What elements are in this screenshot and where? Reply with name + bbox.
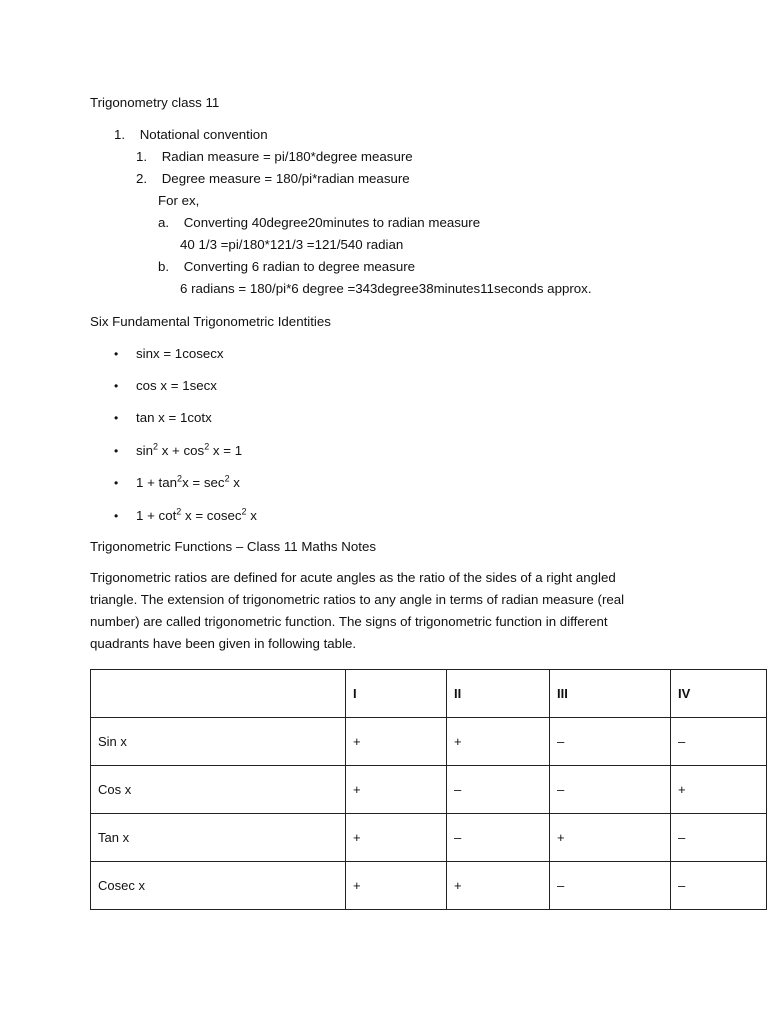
list-text: Notational convention bbox=[139, 127, 268, 142]
text-part: 1 + tan bbox=[136, 475, 178, 490]
functions-heading: Trigonometric Functions – Class 11 Maths Notes bbox=[90, 539, 376, 554]
superscript: 2 bbox=[241, 506, 247, 517]
superscript: 2 bbox=[224, 473, 230, 484]
identity-2: cos x = 1secx bbox=[136, 378, 217, 393]
functions-paragraph: Trigonometric ratios are defined for acute angles as the ratio of the sides of a right angled triangle. The extension of trigonometric ratios to any angle in terms of radian measure (real number) are called trigonometric function. The signs of trigonometric function in different quadrants have been given in following table. bbox=[90, 570, 625, 651]
signs-table bbox=[90, 669, 767, 910]
table-header-cell bbox=[91, 670, 346, 718]
table-cell: – bbox=[447, 766, 550, 814]
table-header-cell: I bbox=[346, 670, 447, 718]
table-cell: – bbox=[550, 862, 671, 910]
for-example-label: For ex, bbox=[158, 193, 200, 208]
table-cell: + bbox=[447, 718, 550, 766]
identity-5 bbox=[136, 472, 240, 494]
list-number: 1. bbox=[114, 127, 126, 142]
text-part: x bbox=[229, 475, 240, 490]
table-header-row bbox=[91, 670, 767, 718]
bullet-icon: • bbox=[114, 347, 119, 361]
list-text: Converting 6 radian to degree measure bbox=[183, 259, 416, 274]
sub-item-a bbox=[158, 212, 480, 234]
bullet-icon: • bbox=[114, 476, 119, 490]
bullet-icon: • bbox=[114, 411, 119, 425]
list-letter: a. bbox=[158, 215, 170, 230]
text-part: x bbox=[246, 508, 257, 523]
bullet-icon: • bbox=[114, 444, 119, 458]
identity-1: sinx = 1cosecx bbox=[136, 346, 224, 361]
sub-item-a-calculation: 40 1/3 =pi/180*121/3 =121/540 radian bbox=[180, 237, 404, 252]
text-part: x = cosec bbox=[181, 508, 242, 523]
table-row bbox=[91, 718, 767, 766]
list-text: Radian measure = pi/180*degree measure bbox=[161, 149, 413, 164]
table-cell: Tan x bbox=[91, 814, 346, 862]
text-part: sin bbox=[136, 443, 153, 458]
list-letter: b. bbox=[158, 259, 170, 274]
list-text: Degree measure = 180/pi*radian measure bbox=[161, 171, 410, 186]
table-row bbox=[91, 862, 767, 910]
list-number: 2. bbox=[136, 171, 148, 186]
section-1-heading bbox=[114, 124, 268, 146]
table-header-cell: IV bbox=[671, 670, 767, 718]
table-cell: – bbox=[671, 814, 767, 862]
sub-item-b-calculation: 6 radians = 180/pi*6 degree =343degree38minutes11seconds approx. bbox=[180, 281, 592, 296]
bullet-icon: • bbox=[114, 509, 119, 523]
table-cell: – bbox=[550, 766, 671, 814]
table-cell: Cos x bbox=[91, 766, 346, 814]
table-row bbox=[91, 814, 767, 862]
table-cell: + bbox=[346, 862, 447, 910]
table-cell: + bbox=[447, 862, 550, 910]
text-part: x = sec bbox=[182, 475, 225, 490]
table-header-cell: III bbox=[550, 670, 671, 718]
table-cell: – bbox=[671, 718, 767, 766]
identity-3: tan x = 1cotx bbox=[136, 410, 212, 425]
sub-item-b bbox=[158, 256, 415, 278]
bullet-icon: • bbox=[114, 379, 119, 393]
table-header-cell: II bbox=[447, 670, 550, 718]
table-row bbox=[91, 766, 767, 814]
table-cell: – bbox=[671, 862, 767, 910]
table-cell: + bbox=[346, 718, 447, 766]
table-cell: + bbox=[346, 766, 447, 814]
section-1-item-1 bbox=[136, 146, 413, 168]
table-cell: – bbox=[550, 718, 671, 766]
table-cell: + bbox=[671, 766, 767, 814]
doc-title: Trigonometry class 11 bbox=[90, 95, 220, 110]
table-cell: – bbox=[447, 814, 550, 862]
superscript: 2 bbox=[177, 473, 183, 484]
table-cell: + bbox=[550, 814, 671, 862]
text-part: x = 1 bbox=[209, 443, 243, 458]
identity-6 bbox=[136, 505, 257, 527]
table-cell: + bbox=[346, 814, 447, 862]
table-cell: Cosec x bbox=[91, 862, 346, 910]
text-part: 1 + cot bbox=[136, 508, 177, 523]
list-number: 1. bbox=[136, 149, 148, 164]
list-text: Converting 40degree20minutes to radian measure bbox=[183, 215, 481, 230]
text-part: x + cos bbox=[158, 443, 205, 458]
identity-4 bbox=[136, 440, 242, 462]
section-1-item-2 bbox=[136, 168, 410, 190]
superscript: 2 bbox=[176, 506, 182, 517]
identities-heading: Six Fundamental Trigonometric Identities bbox=[90, 314, 331, 329]
superscript: 2 bbox=[204, 441, 210, 452]
superscript: 2 bbox=[153, 441, 159, 452]
table-cell: Sin x bbox=[91, 718, 346, 766]
